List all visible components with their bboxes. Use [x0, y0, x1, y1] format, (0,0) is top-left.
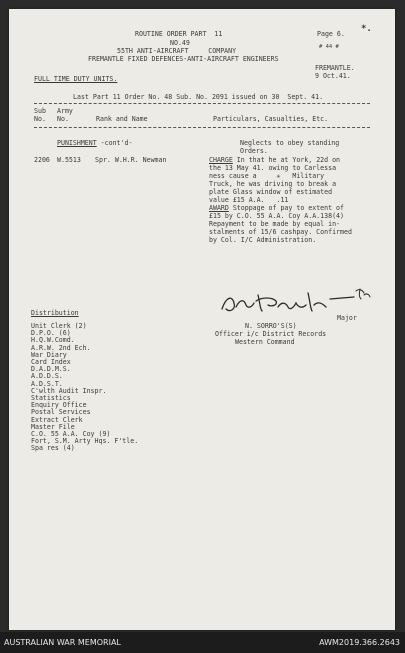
- charge-label: CHARGE: [209, 156, 233, 164]
- section-title: FULL TIME DUTY UNITS.: [34, 75, 118, 83]
- distribution-item: C.O. 55 A.A. Coy (9): [31, 430, 111, 439]
- award-label: AWARD: [209, 204, 229, 212]
- archive-footer: [0, 632, 405, 653]
- col-rank-name: Rank and Name: [96, 115, 148, 123]
- archive-name: AUSTRALIAN WAR MEMORIAL: [4, 638, 121, 647]
- award-line: £15 by C.O. 55 A.A. Coy A.A.138(4): [209, 212, 344, 220]
- col-sub-no: Sub: [34, 107, 46, 115]
- signatory-name: N. SORRO'S(S): [245, 322, 297, 330]
- divider: [34, 103, 370, 104]
- distribution-item: Spa res (4): [31, 444, 75, 453]
- sub-number: 2206: [34, 156, 50, 164]
- last-part-line: Last Part 11 Order No. 48 Sub. No. 2091 issued on 30 Sept. 41.: [73, 93, 324, 101]
- divider: [34, 127, 370, 128]
- distribution-item: C'wlth Audit Inspr.: [31, 386, 107, 395]
- distribution-list: [31, 323, 138, 453]
- distribution-item: D.A.D.M.S.: [31, 365, 71, 374]
- rank-name: Spr. W.H.R. Newman: [95, 156, 167, 164]
- charge-line: value £15 A.A. .11: [209, 196, 289, 204]
- distribution-item: D.P.O. (6): [31, 329, 71, 338]
- col-sub-no-2: No.: [34, 115, 46, 123]
- page-note: # 44 #: [319, 44, 339, 50]
- charge-line: CHARGE In that he at York, 22d on: [209, 156, 341, 164]
- date: 9 Oct.41.: [315, 72, 351, 80]
- distribution-item: Fort, S.M. Arty Hqs. F'tle.: [31, 437, 139, 446]
- offence-line: Neglects to obey standing: [240, 139, 340, 147]
- charge-line: ness cause a ✳ Military: [209, 172, 325, 180]
- place: FREMANTLE.: [315, 64, 355, 72]
- col-particulars: Particulars, Casualties, Etc.: [213, 115, 329, 123]
- award-line: by Col. I/C Administration.: [209, 236, 317, 244]
- distribution-item: A.D.S.T.: [31, 379, 63, 388]
- signatory-title: Officer i/c District Records: [215, 330, 327, 338]
- distribution-item: A.D.D.S.: [31, 372, 63, 381]
- charge-line: the 13 May 41. owing to Carlessa: [209, 164, 337, 172]
- distribution-heading: Distribution: [31, 309, 79, 317]
- distribution-item: A.R.W. 2nd Ech.: [31, 343, 91, 352]
- col-army-no-2: No.: [57, 115, 69, 123]
- award-line: stalments of 15/6 cashpay. Confirmed: [209, 228, 352, 236]
- corner-mark: *.: [361, 24, 372, 34]
- distribution-item: Statistics: [31, 394, 71, 403]
- charge-line: plate Glass window of estimated: [209, 188, 333, 196]
- distribution-item: Postal Services: [31, 408, 91, 417]
- award-line: Repayment to be made by equal in-: [209, 220, 341, 228]
- distribution-item: Extract Clerk: [31, 415, 83, 424]
- distribution-item: Master File: [31, 422, 75, 431]
- distribution-item: H.Q.W.Comd.: [31, 336, 75, 345]
- distribution-item: Enquiry Office: [31, 401, 87, 410]
- accession-number: AWM2019.366.2643: [319, 638, 400, 647]
- col-army-no: Army: [57, 107, 73, 115]
- document-page: [9, 9, 395, 630]
- army-number: W.5513: [57, 156, 81, 164]
- distribution-item: Unit Clerk (2): [31, 322, 87, 330]
- signatory-command: Western Command: [235, 338, 295, 346]
- signatory-rank: Major: [337, 314, 357, 322]
- distribution-item: War Diary: [31, 350, 67, 359]
- page-number: Page 6.: [317, 30, 345, 38]
- offence-line: Orders.: [240, 147, 268, 155]
- order-number: NO.49: [170, 39, 190, 47]
- award-line: AWARD Stoppage of pay to extent of: [209, 204, 344, 212]
- defences-line: FREMANTLE FIXED DEFENCES-ANTI-AIRCRAFT ENGINEERS: [88, 55, 279, 63]
- routine-order-title: ROUTINE ORDER PART 11: [135, 30, 223, 38]
- distribution-item: Card Index: [31, 358, 71, 367]
- charge-line: Truck, he was driving to break a: [209, 180, 337, 188]
- unit-line: 55TH ANTI-AIRCRAFT COMPANY: [117, 47, 237, 55]
- punishment-heading: PUNISHMENT -cont'd-: [57, 139, 133, 147]
